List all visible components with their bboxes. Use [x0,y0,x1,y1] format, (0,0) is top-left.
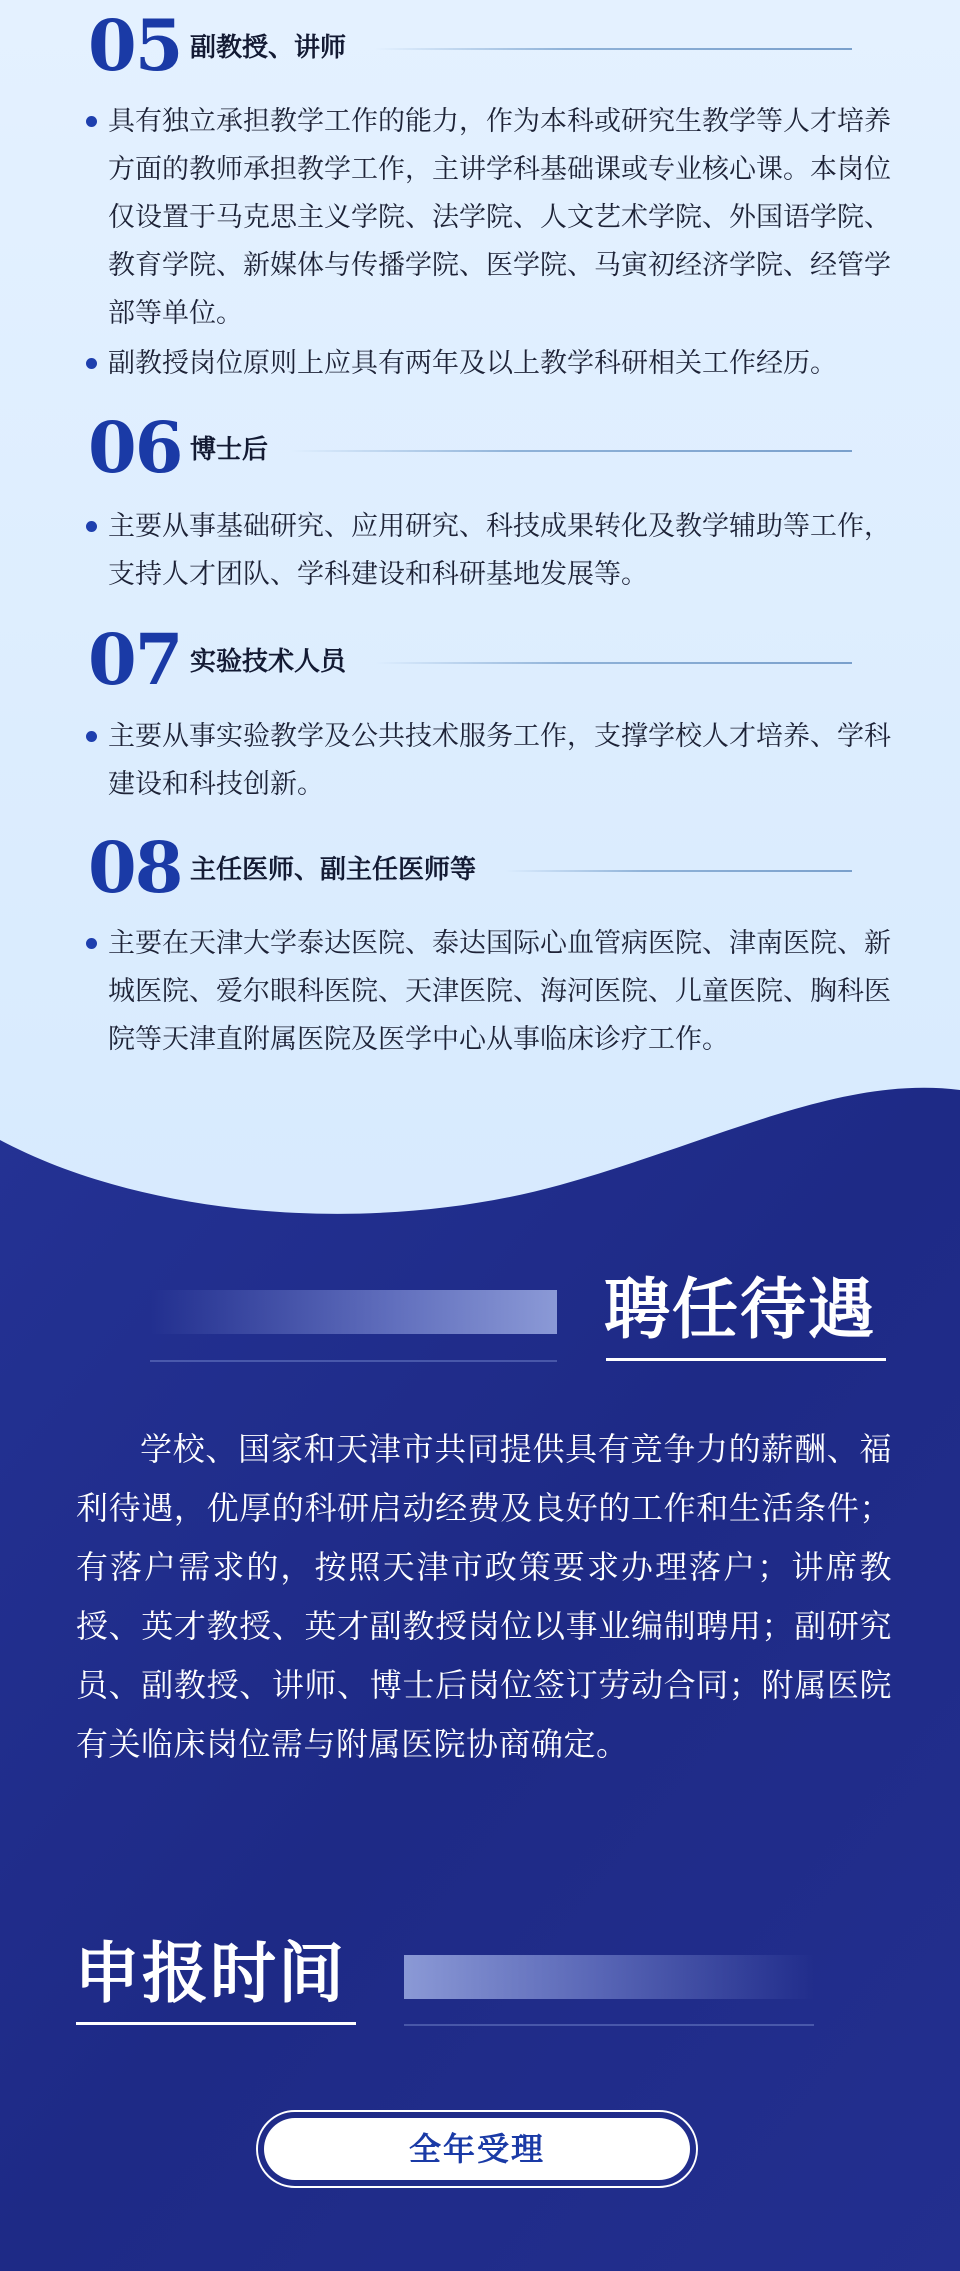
benefits-paragraph: 学校、国家和天津市共同提供具有竞争力的薪酬、福利待遇，优厚的科研启动经费及良好的工作和生活条件；有落户需求的，按照天津市政策要求办理落户；讲席教授、英才教授、英才副教授岗位以事业编制聘用；副研究员、副教授、讲师、博士后岗位签订劳动合同；附属医院有关临床岗位需与附属医院协商确定。 [76,1430,892,1763]
section-05 [0,6,960,86]
benefits-heading: 聘任待遇 [604,1271,876,1348]
section-08-list [0,920,960,1064]
bullet-icon [86,731,97,742]
section-divider [505,870,852,872]
heading-decor-bar [404,1955,814,1999]
section-number: 08 [88,826,182,909]
list-item: 具有独立承担教学工作的能力，作为本科或研究生教学等人才培养方面的教师承担教学工作，主讲学科基础课或专业核心课。本岗位仅设置于马克思主义学院、法学院、人文艺术学院、外国语学院、教育学院、新媒体与传播学院、医学院、马寅初经济学院、经管学部等单位。 [0,98,960,338]
section-divider [290,450,852,452]
list-item: 主要从事实验教学及公共技术服务工作，支撑学校人才培养、学科建设和科技创新。 [0,713,960,809]
heading-decor-line [150,1360,557,1362]
heading-decor-line [404,2024,814,2026]
section-06-list [0,503,960,599]
section-title: 主任医师、副主任医师等 [190,855,477,885]
application-heading: 申报时间 [74,1935,346,2012]
section-07 [0,620,960,700]
section-08 [0,828,960,908]
year-round-button[interactable]: 全年受理 [264,2118,690,2180]
section-title: 实验技术人员 [190,647,347,677]
section-divider [375,662,852,664]
bullet-icon [86,938,97,949]
section-05-list [0,98,960,388]
section-title: 副教授、讲师 [190,33,347,63]
bullet-icon [86,116,97,127]
list-item: 副教授岗位原则上应具有两年及以上教学科研相关工作经历。 [0,340,960,388]
section-07-list [0,713,960,809]
benefits-heading-underline [606,1358,886,1361]
application-heading-underline [76,2022,356,2025]
section-title: 博士后 [190,435,269,465]
bullet-icon [86,358,97,369]
section-divider [375,48,852,50]
section-06 [0,408,960,488]
list-item: 主要在天津大学泰达医院、泰达国际心血管病医院、津南医院、新城医院、爱尔眼科医院、天津医院、海河医院、儿童医院、胸科医院等天津直附属医院及医学中心从事临床诊疗工作。 [0,920,960,1064]
section-number: 06 [88,406,182,489]
section-number: 07 [88,618,182,701]
list-item: 主要从事基础研究、应用研究、科技成果转化及教学辅助等工作，支持人才团队、学科建设和科研基地发展等。 [0,503,960,599]
section-number: 05 [88,4,182,87]
bullet-icon [86,521,97,532]
heading-decor-bar [150,1290,557,1334]
